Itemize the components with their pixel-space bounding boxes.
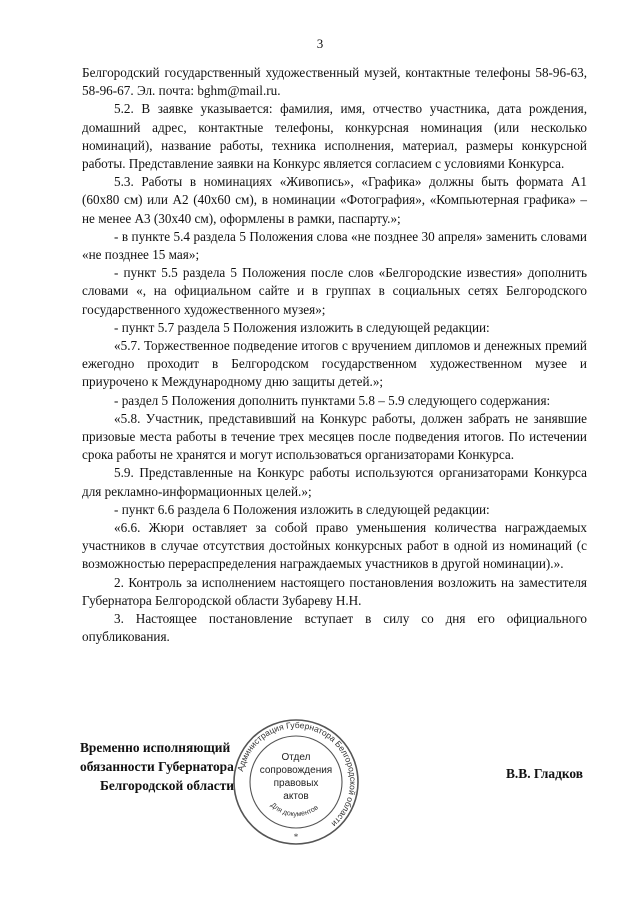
- signatory-title-line: Временно исполняющий: [80, 740, 231, 755]
- document-body: [82, 64, 587, 647]
- paragraph: - пункт 6.6 раздела 6 Положения изложить в следующей редакции:: [114, 501, 490, 517]
- signatory-title-line: обязанности Губернатора: [80, 759, 234, 774]
- signatory-title: [80, 738, 234, 795]
- signatory-name: В.В. Гладков: [506, 766, 584, 781]
- stamp-ring-text: Администрация Губернатора Белгородской области: [235, 719, 359, 830]
- paragraph: - раздел 5 Положения дополнить пунктами 5.8 – 5.9 следующего содержания:: [114, 392, 551, 408]
- official-stamp: [232, 718, 360, 846]
- stamp-center-text: [252, 751, 340, 803]
- paragraph: «6.6. Жюри оставляет за собой право уменьшения количества награждаемых участников в случае отсутствия достойных конкурсных работ в одной из номинаций (с возможностью перераспределения награждаемых участников в другой номинации).».: [82, 520, 587, 572]
- stamp-inner-text: Для документов: [269, 801, 320, 819]
- svg-text:*: *: [293, 832, 299, 842]
- paragraph: 5.9. Представленные на Конкурс работы используются организаторами Конкурса для рекламно-информационных целей.»;: [82, 465, 587, 499]
- stamp-center-line: сопровождения: [259, 765, 333, 776]
- stamp-center-line: актов: [283, 791, 309, 802]
- paragraph: 5.3. Работы в номинациях «Живопись», «Графика» должны быть формата А1 (60х80 см) или А2 (40х60 см), в номинации «Фотография», «Компьютерная графика» – не менее А3 (30х40 см), оформлены в рамки, паспарту.»;: [82, 174, 587, 226]
- signatory-title-line: Белгородской области: [100, 778, 235, 793]
- paragraph: - пункт 5.7 раздела 5 Положения изложить в следующей редакции:: [114, 319, 490, 335]
- paragraph: «5.8. Участник, представивший на Конкурс работы, должен забрать не занявшие призовые места работы в течение трех месяцев после подведения итогов. По истечении срока работы не хранятся и могут использоваться организаторами Конкурса.: [82, 410, 587, 463]
- paragraph: Белгородский государственный художественный музей, контактные телефоны 58-96-63, 58-96-67. Эл. почта: bghm@mail.ru.: [82, 65, 587, 99]
- paragraph: 2. Контроль за исполнением настоящего постановления возложить на заместителя Губернатора Белгородской области Зубареву Н.Н.: [82, 574, 587, 608]
- paragraph: 3. Настоящее постановление вступает в силу со дня его официального опубликования.: [82, 611, 587, 645]
- paragraph: «5.7. Торжественное подведение итогов с вручением дипломов и денежных премий ежегодно проходит в Белгородском государственном художественном музее и приурочено к Международному дню защиты детей.»;: [82, 338, 587, 390]
- paragraph: 5.2. В заявке указывается: фамилия, имя, отчество участника, дата рождения, домашний адрес, контактные телефоны, конкурсная номинация (или несколько номинаций), название работы, техника исполнения, материал, размеры конкурсной работы. Представление заявки на Конкурс является согласием с условиями Конкурса.: [82, 101, 587, 172]
- page-number: 3: [316, 36, 324, 51]
- stamp-center-line: правовых: [273, 778, 319, 789]
- paragraph: - в пункте 5.4 раздела 5 Положения слова «не позднее 30 апреля» заменить словами «не позднее 15 мая»;: [82, 228, 587, 263]
- paragraph: - пункт 5.5 раздела 5 Положения после слов «Белгородские известия» дополнить словами «, на официальном сайте и в группах в социальных сетях Белгородского государственного художественного музея»;: [82, 265, 587, 317]
- stamp-center-line: Отдел: [281, 752, 311, 763]
